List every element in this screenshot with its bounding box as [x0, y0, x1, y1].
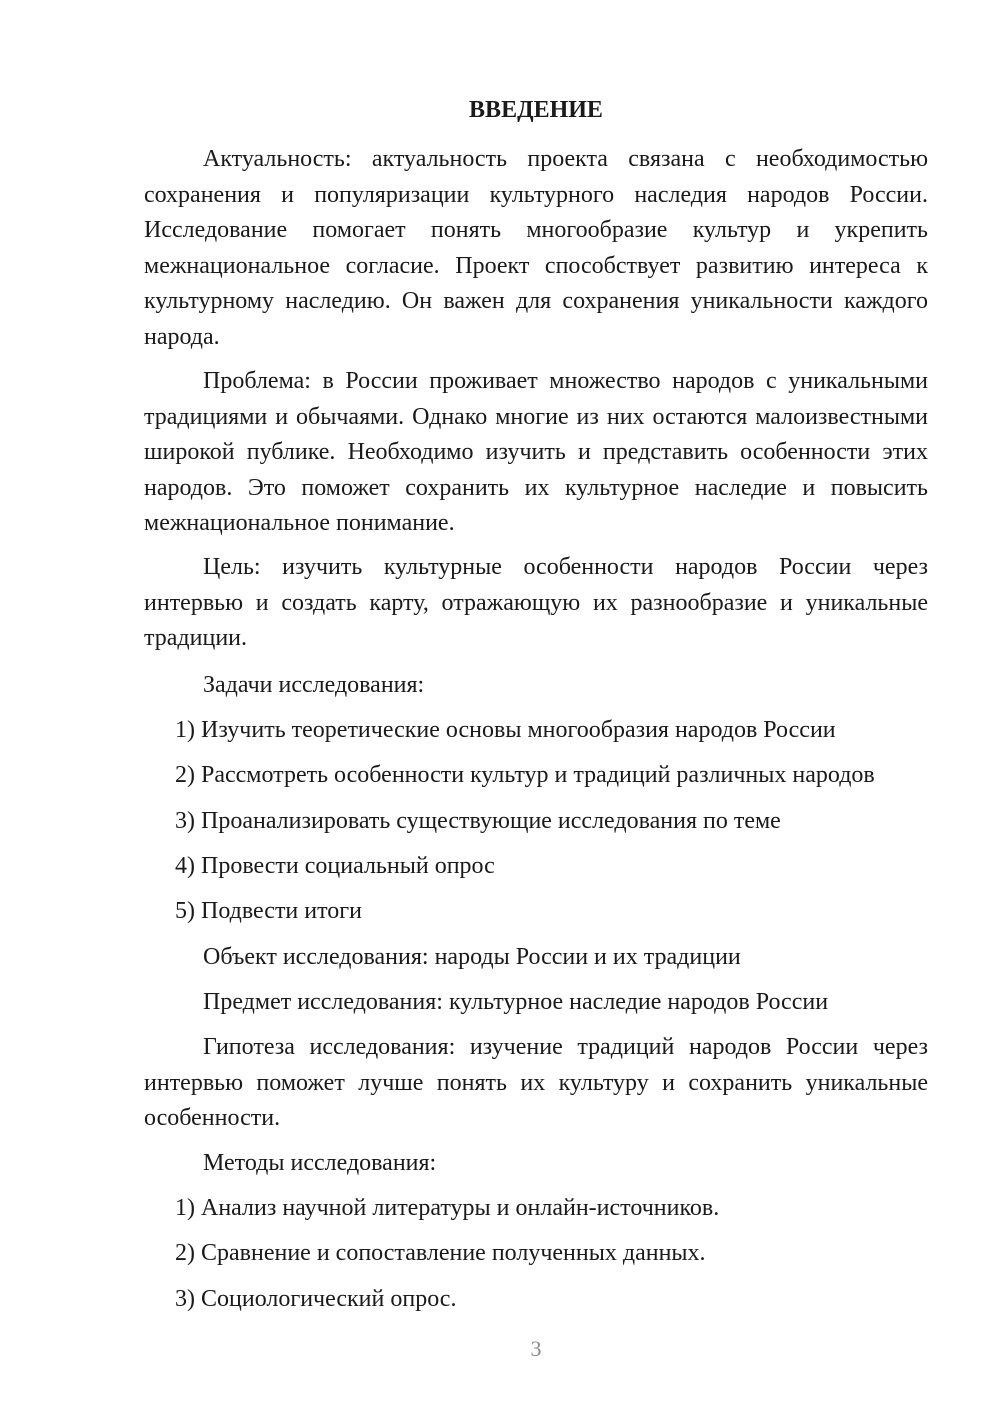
- method-item: 2) Сравнение и сопоставление полученных данных.: [175, 1240, 706, 1266]
- task-item: 4) Провести социальный опрос: [175, 853, 495, 879]
- methods-title: Методы исследования:: [203, 1150, 437, 1176]
- task-item: 1) Изучить теоретические основы многообразия народов России: [175, 717, 836, 743]
- method-item: 3) Социологический опрос.: [175, 1286, 457, 1312]
- method-item: 1) Анализ научной литературы и онлайн-источников.: [175, 1195, 720, 1221]
- tasks-title: Задачи исследования:: [203, 672, 425, 698]
- task-item: 2) Рассмотреть особенности культур и традиций различных народов: [175, 762, 875, 788]
- subject-line: Предмет исследования: культурное наследие народов России: [203, 989, 829, 1015]
- task-item: 3) Проанализировать существующие исследования по теме: [175, 808, 781, 834]
- page-number: 3: [530, 1336, 542, 1361]
- object-line: Объект исследования: народы России и их традиции: [203, 944, 741, 970]
- goal-paragraph: Цель: изучить культурные особенности народов России через интервью и создать карту, отражающую их разнообразие и уникальные традиции.: [144, 554, 928, 651]
- task-item: 5) Подвести итоги: [175, 898, 362, 924]
- relevance-paragraph: Актуальность: актуальность проекта связана с необходимостью сохранения и популяризации культурного наследия народов России. Исследование помогает понять многообразие культур и укрепить межнациональное согласие. Проект способствует развитию интереса к культурному наследию. Он важен для сохранения уникальности каждого народа.: [144, 146, 928, 350]
- page-title: ВВЕДЕНИЕ: [469, 97, 603, 123]
- hypothesis-paragraph: Гипотеза исследования: изучение традиций народов России через интервью поможет лучше понять их культуру и сохранить уникальные особенности.: [144, 1034, 928, 1131]
- problem-paragraph: Проблема: в России проживает множество народов с уникальными традициями и обычаями. Однако многие из них остаются малоизвестными широкой публике. Необходимо изучить и представить особенности этих народов. Это поможет сохранить их культурное наследие и повысить межнациональное понимание.: [144, 368, 928, 536]
